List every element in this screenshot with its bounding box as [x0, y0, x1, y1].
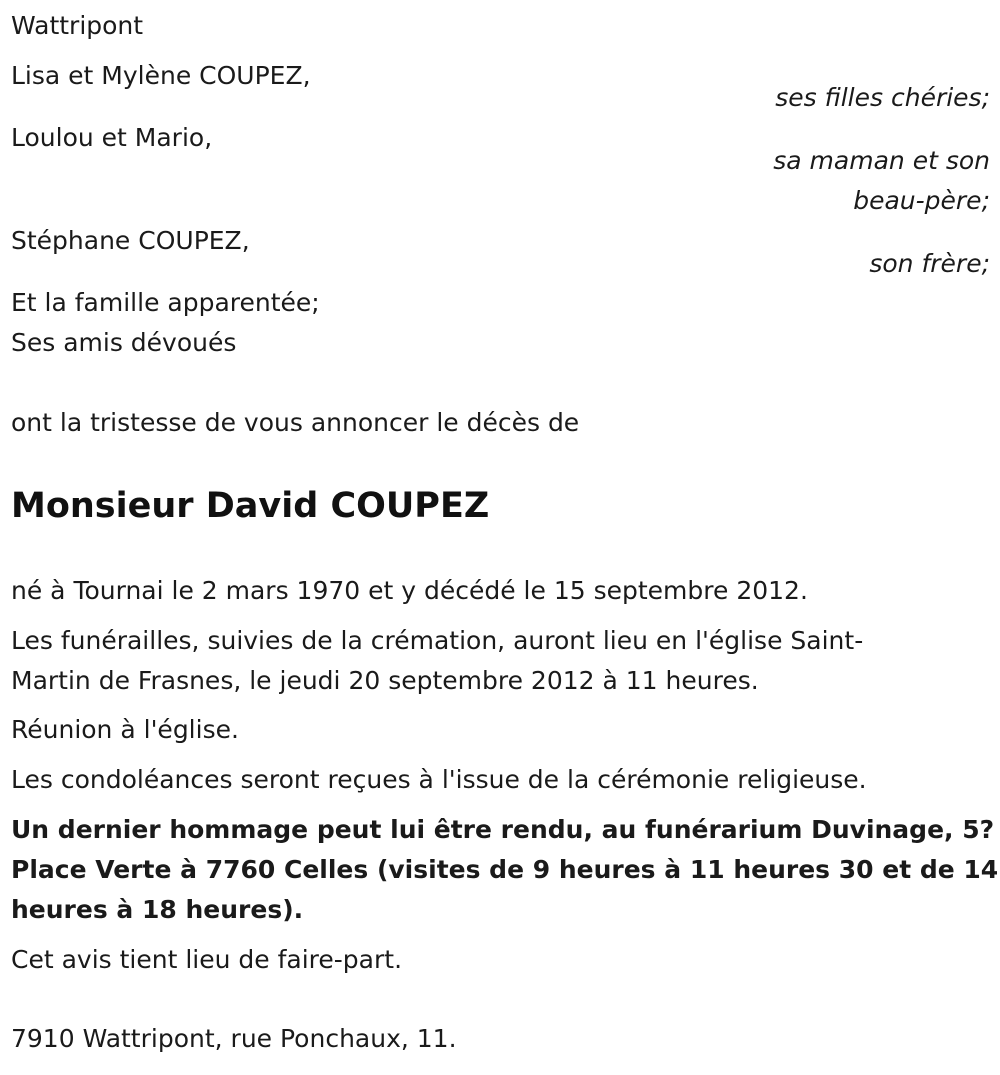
meeting-text: Réunion à l'église.: [11, 715, 239, 744]
tribute-text-line1: Un dernier hommage peut lui être rendu, au funérarium Duvinage, 5?: [11, 815, 995, 844]
address-text: 7910 Wattripont, rue Ponchaux, 11.: [11, 1024, 457, 1053]
family-relation-daughters: ses filles chéries;: [775, 83, 990, 112]
others-family: Et la famille apparentée;: [11, 288, 320, 317]
birth-death-text: né à Tournai le 2 mars 1970 et y décédé le 15 septembre 2012.: [11, 576, 808, 605]
condolences-text: Les condoléances seront reçues à l'issue de la cérémonie religieuse.: [11, 765, 867, 794]
family-relation-mother-line2: beau-père;: [853, 186, 990, 215]
family-names-brother: Stéphane COUPEZ,: [11, 226, 250, 255]
funeral-text-line1: Les funérailles, suivies de la crémation, auront lieu en l'église Saint-: [11, 626, 864, 655]
deceased-name: Monsieur David COUPEZ: [11, 486, 490, 526]
family-relation-brother: son frère;: [869, 249, 990, 278]
funeral-text-line2: Martin de Frasnes, le jeudi 20 septembre 2012 à 11 heures.: [11, 666, 759, 695]
tribute-text-line2: Place Verte à 7760 Celles (visites de 9 heures à 11 heures 30 et de 14: [11, 855, 999, 884]
announcement-text: ont la tristesse de vous annoncer le décès de: [11, 408, 580, 437]
others-friends: Ses amis dévoués: [11, 328, 237, 357]
family-names-mother: Loulou et Mario,: [11, 123, 213, 152]
header-place: Wattripont: [11, 11, 144, 40]
notice-text: Cet avis tient lieu de faire-part.: [11, 945, 403, 974]
family-relation-mother-line1: sa maman et son: [773, 146, 990, 175]
family-names-daughters: Lisa et Mylène COUPEZ,: [11, 61, 311, 90]
tribute-text-line3: heures à 18 heures).: [11, 895, 304, 924]
